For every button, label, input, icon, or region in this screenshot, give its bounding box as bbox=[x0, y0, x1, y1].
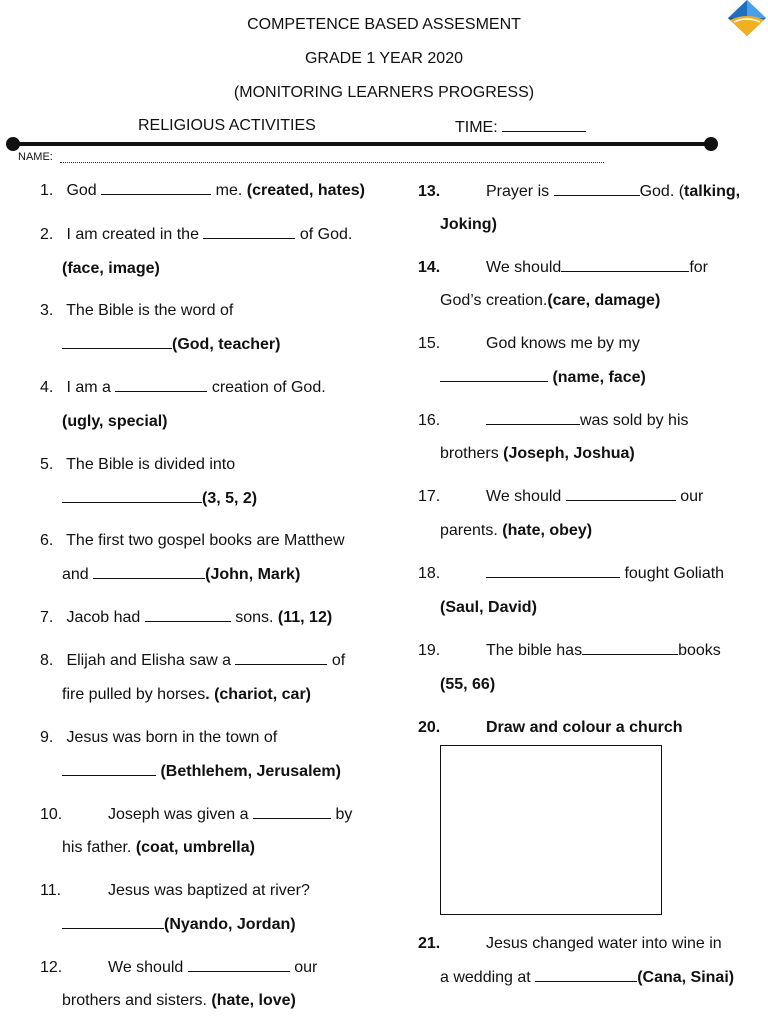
time-field bbox=[455, 117, 586, 137]
grade-year: GRADE 1 YEAR 2020 bbox=[304, 50, 463, 67]
question-6-answer: and (John, Mark) bbox=[62, 566, 301, 583]
answer-blank[interactable] bbox=[566, 488, 676, 501]
question-10: 10. Joseph was given a by bbox=[40, 806, 353, 823]
subject-title: RELIGIOUS ACTIVITIES bbox=[138, 117, 316, 134]
answer-blank[interactable] bbox=[203, 226, 295, 239]
question-3-answer: (God, teacher) bbox=[62, 334, 280, 356]
answer-blank[interactable] bbox=[62, 916, 164, 929]
question-16: 16. was sold by his bbox=[418, 412, 689, 429]
question-8-line2: fire pulled by horses. (chariot, car) bbox=[62, 686, 311, 703]
question-4-options: (ugly, special) bbox=[62, 413, 168, 430]
question-9: 9. Jesus was born in the town of bbox=[40, 729, 278, 746]
question-13-options: Joking) bbox=[440, 216, 497, 233]
answer-blank[interactable] bbox=[115, 379, 207, 392]
answer-blank[interactable] bbox=[101, 182, 211, 195]
subtitle: (MONITORING LEARNERS PROGRESS) bbox=[233, 84, 535, 101]
question-19-options: (55, 66) bbox=[440, 676, 496, 693]
question-4: 4. I am a creation of God. bbox=[40, 379, 326, 396]
answer-blank[interactable] bbox=[188, 959, 290, 972]
time-label: TIME: bbox=[455, 119, 498, 136]
question-11: 11. Jesus was baptized at river? bbox=[40, 882, 310, 899]
answer-blank[interactable] bbox=[93, 566, 205, 579]
name-label: NAME: bbox=[18, 151, 53, 163]
question-2: 2. I am created in the of God. bbox=[40, 226, 353, 243]
question-11-answer: (Nyando, Jordan) bbox=[62, 914, 296, 936]
answer-blank[interactable] bbox=[62, 336, 172, 349]
assessment-title: COMPETENCE BASED ASSESMENT bbox=[247, 16, 521, 33]
question-12: 12. We should our bbox=[40, 959, 318, 976]
question-17-line2: parents. (hate, obey) bbox=[440, 522, 593, 539]
question-13: 13. Prayer is God. (talking, bbox=[418, 183, 741, 200]
answer-blank[interactable] bbox=[440, 369, 548, 382]
question-18-options: (Saul, David) bbox=[440, 599, 537, 616]
question-7: 7. Jacob had sons. (11, 12) bbox=[40, 609, 333, 626]
question-12-line2: brothers and sisters. (hate, love) bbox=[62, 992, 296, 1009]
header-rule bbox=[14, 142, 711, 146]
time-blank[interactable] bbox=[502, 117, 586, 132]
answer-blank[interactable] bbox=[554, 183, 640, 196]
question-15: 15. God knows me by my bbox=[418, 335, 640, 352]
question-1: 1. God me. (created, hates) bbox=[40, 182, 365, 199]
question-21-line2: a wedding at (Cana, Sinai) bbox=[440, 969, 735, 986]
question-17: 17. We should our bbox=[418, 488, 704, 505]
question-9-answer: (Bethlehem, Jerusalem) bbox=[62, 761, 341, 783]
question-21: 21. Jesus changed water into wine in bbox=[418, 935, 722, 952]
answer-blank[interactable] bbox=[235, 652, 327, 665]
question-2-options: (face, image) bbox=[62, 260, 160, 277]
question-19: 19. The bible has books bbox=[418, 642, 721, 659]
answer-blank[interactable] bbox=[486, 412, 580, 425]
answer-blank[interactable] bbox=[561, 259, 689, 272]
rule-end-dot bbox=[704, 137, 718, 151]
question-16-line2: brothers (Joseph, Joshua) bbox=[440, 445, 635, 462]
question-14: 14. We should for bbox=[418, 259, 708, 276]
question-14-line2: God’s creation.(care, damage) bbox=[440, 292, 661, 309]
question-20: 20. Draw and colour a church bbox=[418, 719, 683, 736]
question-3: 3. The Bible is the word of bbox=[40, 302, 234, 319]
drawing-box[interactable] bbox=[440, 745, 662, 915]
question-5: 5. The Bible is divided into bbox=[40, 456, 236, 473]
answer-blank[interactable] bbox=[145, 609, 231, 622]
question-5-answer: (3, 5, 2) bbox=[62, 488, 257, 510]
question-6: 6. The first two gospel books are Matthew bbox=[40, 532, 345, 549]
question-18: 18. fought Goliath bbox=[418, 565, 725, 582]
question-15-answer: (name, face) bbox=[440, 367, 646, 389]
answer-blank[interactable] bbox=[62, 763, 156, 776]
question-10-line2: his father. (coat, umbrella) bbox=[62, 839, 255, 856]
answer-blank[interactable] bbox=[62, 490, 202, 503]
answer-blank[interactable] bbox=[535, 969, 637, 982]
name-field[interactable] bbox=[60, 162, 604, 163]
answer-blank[interactable] bbox=[486, 565, 620, 578]
answer-blank[interactable] bbox=[582, 642, 678, 655]
rule-end-dot bbox=[6, 137, 20, 151]
answer-blank[interactable] bbox=[253, 806, 331, 819]
question-8: 8. Elijah and Elisha saw a of bbox=[40, 652, 346, 669]
